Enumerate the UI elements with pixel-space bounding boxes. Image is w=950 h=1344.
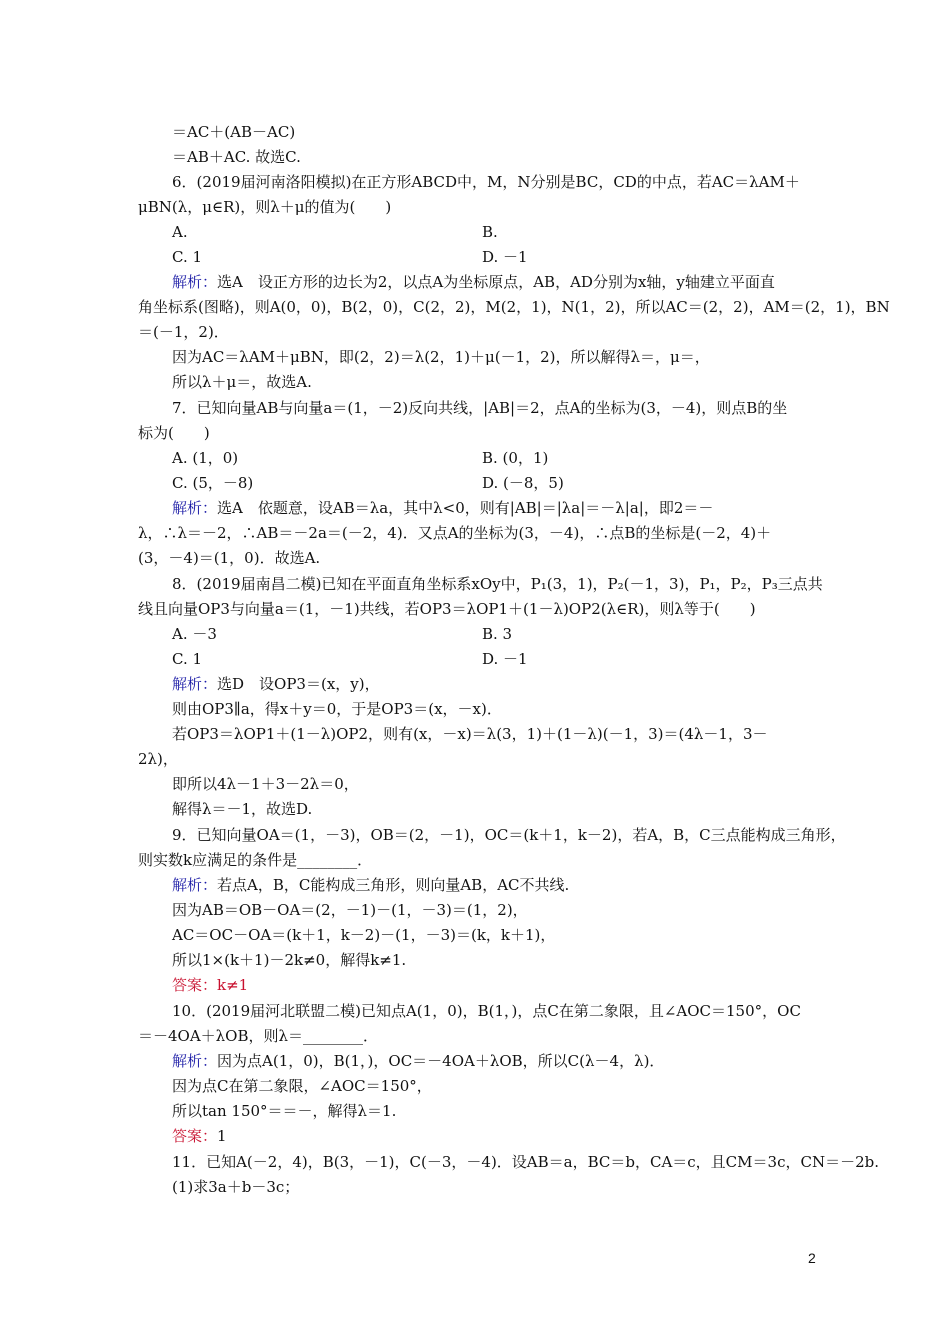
analysis-text: 选A 依题意，设AB＝λa，其中λ<0，则有|AB|＝|λa|＝－λ|a|，即2＝－ <box>217 499 714 517</box>
answer-line <box>172 975 852 995</box>
question-11: 11．已知A(－2，4)，B(3，－1)，C(－3，－4)．设AB＝a，BC＝b，CA＝c，且CM＝3c，CN＝－2b. <box>172 1153 879 1171</box>
question-10: 10．(2019届河北联盟二模)已知点A(1，0)，B(1，)，点C在第二象限，且∠AOC＝150°，OC <box>172 1002 801 1020</box>
question-8: 8．(2019届南昌二模)已知在平面直角坐标系xOy中，P₁(3，1)，P₂(－1，3)，P₁，P₂，P₃三点共 <box>172 575 823 593</box>
text-line: 所以1×(k＋1)－2k≠0，解得k≠1. <box>172 951 407 969</box>
text-line: (3，－4)＝(1，0)．故选A. <box>138 549 321 567</box>
text-line: AC＝OC－OA＝(k＋1，k－2)－(1，－3)＝(k，k＋1)， <box>172 926 556 944</box>
text-line: 角坐标系(图略)，则A(0，0)，B(2，0)，C(2，2)，M(2，1)，N(1，2)，所以AC＝(2，2)，AM＝(2，1)，BN <box>138 298 890 316</box>
text-line: 则实数k应满足的条件是________． <box>138 851 373 869</box>
page-number: 2 <box>808 1250 816 1266</box>
analysis-label: 解析： <box>172 1052 218 1070</box>
analysis-line <box>172 1051 852 1071</box>
analysis-text: 若点A，B，C能构成三角形，则向量AB，AC不共线. <box>217 876 570 894</box>
text-line: (1)求3a＋b－3c； <box>172 1178 300 1196</box>
choice-d: D. －1 <box>482 248 528 266</box>
choices-row <box>172 624 852 644</box>
choice-d: D. (－8，5) <box>482 474 564 492</box>
text-line: 所以λ＋μ＝，故选A. <box>172 373 312 391</box>
choices-row <box>172 649 852 669</box>
question-9: 9．已知向量OA＝(1，－3)，OB＝(2，－1)，OC＝(k＋1，k－2)，若A，B，C三点能构成三角形， <box>172 826 846 844</box>
answer-text: 1 <box>217 1127 227 1145</box>
analysis-label: 解析： <box>172 675 218 693</box>
text-line: 因为AC＝λAM＋μBN，即(2，2)＝λ(2，1)＋μ(－1，2)，所以解得λ＝，μ＝， <box>172 348 710 366</box>
analysis-text: 选D 设OP3＝(x，y)， <box>217 675 380 693</box>
text-line: 若OP3＝λOP1＋(1－λ)OP2，则有(x，－x)＝λ(3，1)＋(1－λ)(－1，3)＝(4λ－1，3－ <box>172 725 768 743</box>
answer-text: k≠1 <box>217 976 249 994</box>
text-line: 线且向量OP3与向量a＝(1，－1)共线，若OP3＝λOP1＋(1－λ)OP2(λ∈R)，则λ等于( ) <box>138 600 756 618</box>
choices-row <box>172 247 852 267</box>
choice-c: C. 1 <box>172 650 203 668</box>
text-line: μBN(λ，μ∈R)，则λ＋μ的值为( ) <box>138 198 392 216</box>
analysis-line <box>172 272 852 292</box>
analysis-text: 因为点A(1，0)，B(1，)，OC＝－4OA＋λOB，所以C(λ－4，λ)． <box>217 1052 665 1070</box>
text-line: ＝AC＋(AB－AC) <box>172 123 296 141</box>
text-line: ＝(－1，2)． <box>138 323 229 341</box>
text-line: 因为点C在第二象限，∠AOC＝150°， <box>172 1077 432 1095</box>
text-line: 标为( ) <box>138 424 210 442</box>
text-line: λ，∴λ＝－2，∴AB＝－2a＝(－2，4)．又点A的坐标为(3，－4)，∴点B的坐标是(－2，4)＋ <box>138 524 772 542</box>
text-line: 即所以4λ－1＋3－2λ＝0， <box>172 775 359 793</box>
analysis-label: 解析： <box>172 273 218 291</box>
choice-a: A. (1，0) <box>172 449 239 467</box>
choices-row <box>172 448 852 468</box>
text-line: 则由OP3∥a，得x＋y＝0，于是OP3＝(x，－x)． <box>172 700 502 718</box>
choice-a: A. －3 <box>172 625 217 643</box>
answer-line <box>172 1126 852 1146</box>
choice-c: C. (5，－8) <box>172 474 254 492</box>
text-line: 解得λ＝－1，故选D. <box>172 800 313 818</box>
choices-row <box>172 222 852 242</box>
choice-a: A. <box>172 223 188 241</box>
text-line: ＝AB＋AC. 故选C. <box>172 148 301 166</box>
text-line: ＝－4OA＋λOB，则λ＝________． <box>138 1027 379 1045</box>
answer-label: 答案： <box>172 976 218 994</box>
analysis-line <box>172 875 852 895</box>
analysis-label: 解析： <box>172 876 218 894</box>
text-line: 2λ)， <box>138 750 178 768</box>
question-7: 7．已知向量AB与向量a＝(1，－2)反向共线，|AB|＝2，点A的坐标为(3，－4)，则点B的坐 <box>172 399 788 417</box>
answer-label: 答案： <box>172 1127 218 1145</box>
choice-b: B. (0，1) <box>482 449 549 467</box>
choice-b: B. 3 <box>482 625 513 643</box>
analysis-label: 解析： <box>172 499 218 517</box>
choices-row <box>172 473 852 493</box>
choice-d: D. －1 <box>482 650 528 668</box>
text-line: 所以tan 150°＝＝－，解得λ＝1. <box>172 1102 397 1120</box>
text-line: 因为AB＝OB－OA＝(2，－1)－(1，－3)＝(1，2)， <box>172 901 528 919</box>
choice-c: C. 1 <box>172 248 203 266</box>
analysis-line <box>172 674 852 694</box>
analysis-line <box>172 498 852 518</box>
question-6: 6．(2019届河南洛阳模拟)在正方形ABCD中，M，N分别是BC，CD的中点，若AC＝λAM＋ <box>172 173 800 191</box>
analysis-text: 选A 设正方形的边长为2，以点A为坐标原点，AB，AD分别为x轴，y轴建立平面直 <box>217 273 775 291</box>
choice-b: B. <box>482 223 498 241</box>
